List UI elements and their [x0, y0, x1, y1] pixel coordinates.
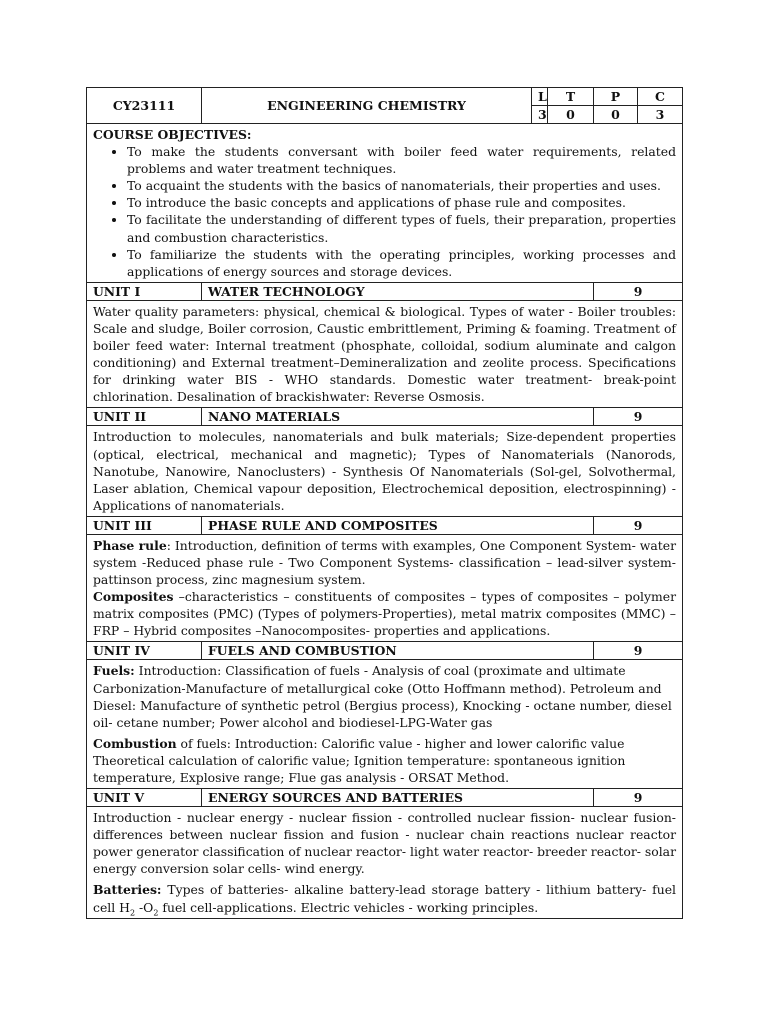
ltpc-label-c: C [638, 88, 683, 106]
syllabus-sheet [86, 87, 682, 919]
fuels-line [93, 697, 682, 714]
unit-2-body [87, 426, 683, 516]
ltpc-label-p: P [594, 88, 638, 106]
objectives-cell [87, 124, 683, 283]
combustion-line [93, 752, 682, 769]
unit-3-content [87, 534, 683, 642]
unit-3-label: UNIT III [87, 516, 202, 534]
unit-5-label: UNIT V [87, 789, 202, 807]
fuels-text: Carbonization-Manufacture of metallurgical coke (Otto Hoffmann method). Petroleum and [93, 680, 662, 696]
unit-2-header [87, 408, 683, 426]
batteries-text: -O [135, 899, 154, 915]
unit-2-hours: 9 [594, 408, 683, 426]
ltpc-value-t: 0 [548, 106, 594, 124]
combustion-text: temperature, Explosive range; Flue gas analysis - ORSAT Method. [93, 770, 510, 785]
phase-rule-text: : Introduction, definition of terms with examples, One Component System- water system -Reduced phase rule - Two Component Systems- classification – lead-silver system-pattinson process, zinc magnesium system. [93, 537, 676, 588]
unit-4-title: FUELS AND COMBUSTION [202, 642, 594, 660]
subscript-2: 2 [129, 908, 136, 918]
syllabus-table [86, 87, 683, 919]
unit-4-content [87, 660, 683, 789]
unit-4-body [87, 660, 683, 789]
fuels-line [93, 680, 682, 697]
ltpc-label-l: L [532, 88, 548, 106]
combustion-line [93, 735, 682, 752]
composites-text: –characteristics – constituents of composites – types of composites – polymer matrix composites (PMC) (Types of polymers-Properties), metal matrix composites (MMC) – FRP – Hybrid composites –Nanocomposites- properties and applications. [93, 589, 676, 639]
unit-4-hours: 9 [594, 642, 683, 660]
unit-5-content [87, 807, 683, 919]
fuels-line [93, 662, 682, 679]
unit-4-header [87, 642, 683, 660]
course-title: ENGINEERING CHEMISTRY [202, 88, 532, 124]
ltpc-value-p: 0 [594, 106, 638, 124]
combustion-line [93, 769, 682, 786]
unit-1-label: UNIT I [87, 282, 202, 300]
batteries-text: fuel cell-applications. Electric vehicles - working principles. [158, 899, 539, 915]
ltpc-label-t: T [548, 88, 594, 106]
phase-rule-heading: Phase rule [93, 537, 167, 553]
objectives-heading: COURSE OBJECTIVES: [93, 127, 252, 142]
unit-1-title: WATER TECHNOLOGY [202, 282, 594, 300]
composites-paragraph [93, 588, 676, 639]
unit-5-title: ENERGY SOURCES AND BATTERIES [202, 789, 594, 807]
unit-4-label: UNIT IV [87, 642, 202, 660]
combustion-text: Theoretical calculation of calorific value; Ignition temperature: spontaneous ignition [93, 752, 626, 768]
unit-1-hours: 9 [594, 282, 683, 300]
unit-5-body [87, 807, 683, 919]
unit-2-label: UNIT II [87, 408, 202, 426]
unit-2-content: Introduction to molecules, nanomaterials and bulk materials; Size-dependent properties (optical, electrical, mechanical and magnetic); Types of Nanomaterials (Nanorods, Nanotube, Nanowire, Nanoclusters) - Synthesis Of Nanomaterials (Sol-gel, Solvothermal, Laser ablation, Chemical vapour deposition, Electrochemical deposition, electrospinning) - Applications of nanomaterials. [87, 426, 683, 516]
subscript-2: 2 [153, 908, 159, 918]
composites-heading: Composites [93, 589, 174, 605]
unit-3-title: PHASE RULE AND COMPOSITES [202, 516, 594, 534]
batteries-paragraph [93, 881, 676, 918]
objective-item: • To facilitate the understanding of different types of fuels, their preparation, properties and combustion characteristics. [127, 211, 676, 245]
fuels-line [93, 714, 682, 731]
objectives-list [93, 143, 676, 280]
batteries-text: Types of batteries- alkaline battery-lead storage battery - lithium battery- fuel cell H [93, 882, 676, 915]
unit-5-header [87, 789, 683, 807]
objective-item: • To introduce the basic concepts and applications of phase rule and composites. [127, 194, 676, 211]
objective-item: • To make the students conversant with boiler feed water requirements, related problems and water treatment techniques. [127, 143, 676, 177]
batteries-heading: Batteries: [93, 882, 162, 898]
combustion-heading: Combustion [93, 735, 177, 751]
objective-item: • To acquaint the students with the basics of nanomaterials, their properties and uses. [127, 177, 676, 194]
combustion-text: of fuels: Introduction: Calorific value - higher and lower calorific value [176, 735, 625, 751]
fuels-heading: Fuels: [93, 663, 135, 679]
unit-1-header [87, 282, 683, 300]
energy-paragraph: Introduction - nuclear energy - nuclear fission - controlled nuclear fission- nuclear fusion-differences between nuclear fission and fusion - nuclear chain reactions nuclear reactor power generator classification of nuclear reactor- light water reactor- breeder reactor- solar energy conversion solar cells- wind energy. [93, 810, 676, 877]
objectives-row [87, 124, 683, 283]
fuels-text: oil- cetane number; Power alcohol and biodiesel-LPG-Water gas [93, 714, 493, 730]
phase-rule-paragraph [93, 537, 676, 588]
course-code: CY23111 [87, 88, 202, 124]
course-header-row [87, 88, 683, 106]
unit-1-body [87, 300, 683, 408]
unit-3-body [87, 534, 683, 642]
fuels-text: Diesel: Manufacture of synthetic petrol (Bergius process), Knocking - octane number, diesel [93, 697, 672, 713]
unit-2-title: NANO MATERIALS [202, 408, 594, 426]
unit-3-header [87, 516, 683, 534]
ltpc-value-c: 3 [638, 106, 683, 124]
unit-3-hours: 9 [594, 516, 683, 534]
unit-1-content: Water quality parameters: physical, chemical & biological. Types of water - Boiler troubles: Scale and sludge, Boiler corrosion, Caustic embrittlement, Priming & foaming. Treatment of boiler feed water: Internal treatment (phosphate, colloidal, sodium aluminate and calgon conditioning) and External treatment–Demineralization and zeolite process. Specifications for drinking water BIS - WHO standards. Domestic water treatment- break-point chlorination. Desalination of brackishwater: Reverse Osmosis. [87, 300, 683, 408]
objective-item: • To familiarize the students with the operating principles, working processes and applications of energy sources and storage devices. [127, 246, 676, 280]
unit-5-hours: 9 [594, 789, 683, 807]
ltpc-value-l: 3 [532, 106, 548, 124]
fuels-text: Introduction: Classification of fuels - Analysis of coal (proximate and ultimate [134, 663, 626, 679]
